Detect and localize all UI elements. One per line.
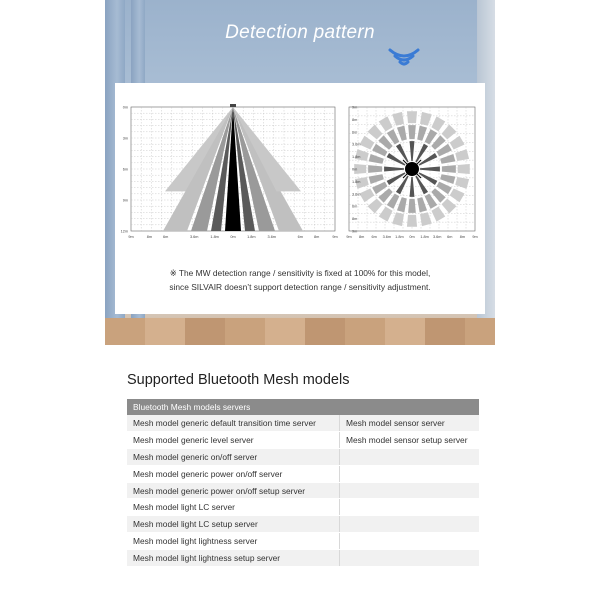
y-tick-label: 9m bbox=[352, 105, 358, 110]
y-tick-label: 9m bbox=[352, 229, 358, 234]
y-tick-label: 6m bbox=[352, 204, 358, 209]
side-view-chart bbox=[115, 83, 345, 253]
model-cell-left: Mesh model generic default transition time server bbox=[127, 415, 340, 431]
detection-segment bbox=[408, 199, 416, 213]
model-cell-left: Mesh model generic level server bbox=[127, 431, 340, 448]
model-cell-right bbox=[340, 550, 480, 567]
x-tick-label: 0m bbox=[230, 235, 236, 239]
section-title: Supported Bluetooth Mesh models bbox=[127, 372, 350, 388]
table-row bbox=[127, 499, 479, 516]
x-tick-label: 9m bbox=[128, 235, 134, 239]
x-tick-label: 6m bbox=[297, 235, 303, 239]
model-cell-left: Mesh model light LC server bbox=[127, 499, 340, 516]
hero-banner bbox=[105, 0, 495, 345]
table-row bbox=[127, 415, 479, 431]
x-tick-label: 3.6m bbox=[190, 235, 199, 239]
y-tick-label: 3.6m bbox=[352, 142, 361, 147]
table-row bbox=[127, 550, 479, 567]
model-cell-right bbox=[340, 465, 480, 482]
model-cell-left: Mesh model generic on/off server bbox=[127, 448, 340, 465]
model-cell-right: Mesh model sensor server bbox=[340, 415, 480, 431]
sensor-mark bbox=[230, 104, 236, 107]
detection-segment bbox=[458, 164, 470, 174]
table-row bbox=[127, 448, 479, 465]
model-cell-left: Mesh model light lightness server bbox=[127, 533, 340, 550]
detection-segment bbox=[407, 215, 417, 227]
model-cell-right bbox=[340, 533, 480, 550]
x-tick-label: 1.8m bbox=[210, 235, 219, 239]
y-tick-label: 12m bbox=[120, 229, 128, 234]
note-line-2: since SILVAIR doesn’t support detection range / sensitivity adjustment. bbox=[169, 282, 431, 292]
y-tick-label: 6m bbox=[352, 130, 358, 135]
note-line-1: ※ The MW detection range / sensitivity is fixed at 100% for this model, bbox=[169, 268, 431, 278]
x-tick-label: 8m bbox=[358, 235, 365, 239]
x-tick-label: 9m bbox=[472, 235, 478, 239]
x-tick-label: 1.8m bbox=[395, 235, 404, 239]
y-tick-label: 0m bbox=[122, 105, 128, 110]
y-tick-label: 9m bbox=[122, 198, 128, 203]
top-view-chart bbox=[345, 83, 485, 253]
x-tick-label: 8m bbox=[313, 235, 320, 239]
x-tick-label: 6m bbox=[447, 235, 453, 239]
hero-title: Detection pattern bbox=[225, 22, 375, 43]
table-row bbox=[127, 533, 479, 550]
y-tick-label: 6m bbox=[122, 167, 128, 172]
y-tick-label: 0m bbox=[352, 167, 358, 172]
detection-card bbox=[115, 83, 485, 314]
model-cell-right: Mesh model sensor setup server bbox=[340, 431, 480, 448]
wood-floor bbox=[105, 318, 495, 345]
model-cell-right bbox=[340, 499, 480, 516]
signal-waves-icon bbox=[384, 46, 424, 72]
model-cell-left: Mesh model light lightness setup server bbox=[127, 550, 340, 567]
detection-segment bbox=[442, 165, 456, 173]
x-tick-label: 1.8m bbox=[247, 235, 256, 239]
model-cell-right bbox=[340, 516, 480, 533]
table-row bbox=[127, 482, 479, 499]
table-row bbox=[127, 465, 479, 482]
x-tick-label: 9m bbox=[346, 235, 352, 239]
detection-segment bbox=[368, 165, 382, 173]
table-header: Bluetooth Mesh models servers bbox=[127, 399, 479, 415]
x-tick-label: 6m bbox=[371, 235, 377, 239]
y-tick-label: 1.8m bbox=[352, 179, 361, 184]
y-tick-label: 3.6m bbox=[352, 192, 361, 197]
x-tick-label: 9m bbox=[332, 235, 338, 239]
x-tick-label: 0m bbox=[409, 235, 415, 239]
table-row bbox=[127, 516, 479, 533]
y-tick-label: 8m bbox=[352, 117, 358, 122]
x-tick-label: 3.6m bbox=[267, 235, 276, 239]
model-cell-right bbox=[340, 448, 480, 465]
x-tick-label: 8m bbox=[459, 235, 466, 239]
model-cell-left: Mesh model generic power on/off setup server bbox=[127, 482, 340, 499]
y-tick-label: 8m bbox=[352, 217, 358, 222]
x-tick-label: 3.6m bbox=[432, 235, 442, 239]
y-tick-label: 3m bbox=[122, 136, 128, 141]
table-row bbox=[127, 431, 479, 448]
model-cell-right bbox=[340, 482, 480, 499]
detection-segment bbox=[408, 125, 416, 139]
detection-segment bbox=[407, 111, 417, 123]
y-tick-label: 1.8m bbox=[352, 155, 361, 160]
x-tick-label: 6m bbox=[163, 235, 169, 239]
x-tick-label: 8m bbox=[146, 235, 153, 239]
model-cell-left: Mesh model light LC setup server bbox=[127, 516, 340, 533]
x-tick-label: 1.8m bbox=[420, 235, 429, 239]
mesh-models-table bbox=[127, 399, 479, 567]
x-tick-label: 3.6m bbox=[382, 235, 392, 239]
model-cell-left: Mesh model generic power on/off server bbox=[127, 465, 340, 482]
